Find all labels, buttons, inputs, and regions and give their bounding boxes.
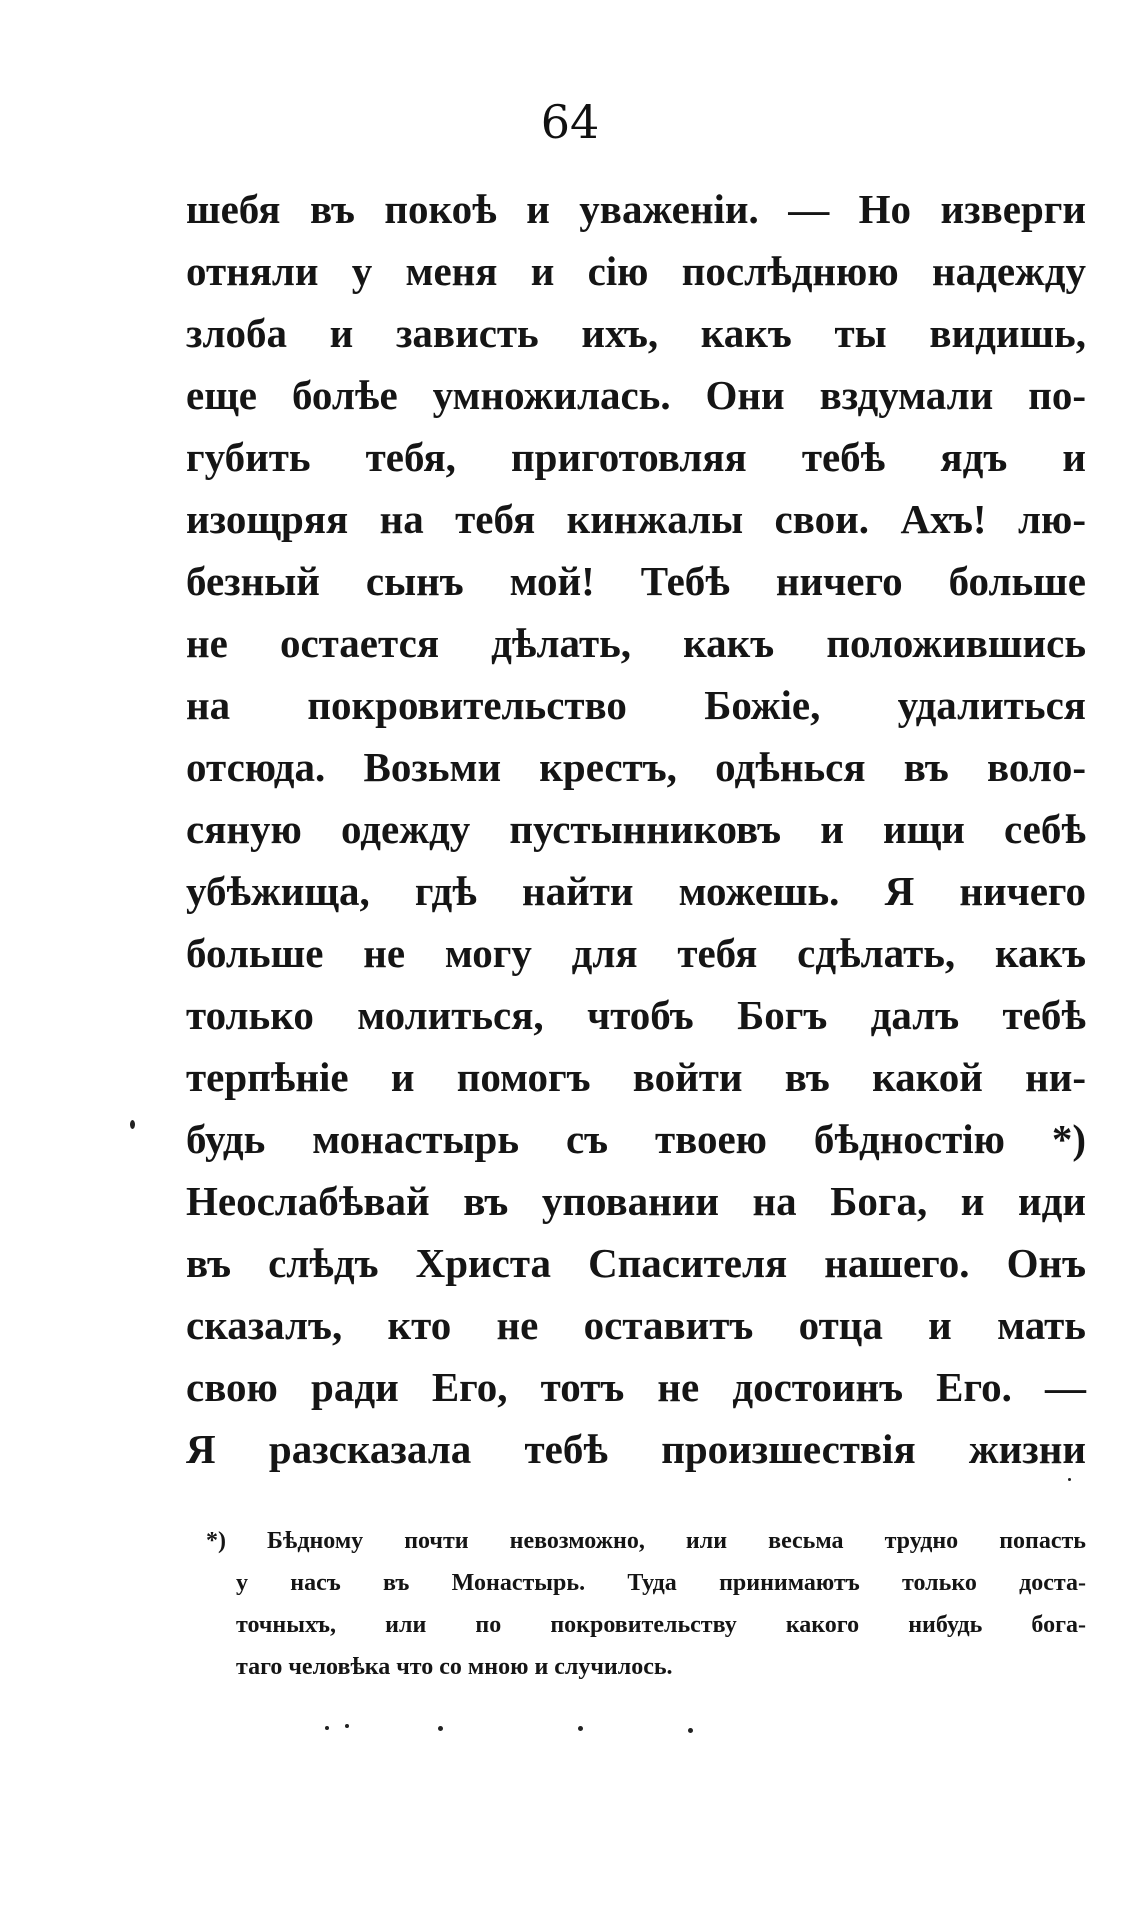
text-line: злоба и зависть ихъ, какъ ты видишь, bbox=[186, 310, 1086, 356]
print-speck bbox=[325, 1726, 329, 1730]
text-line: сяную одежду пустынниковъ и ищи себѣ bbox=[186, 806, 1086, 852]
text-line: изощряя на тебя кинжалы свои. Ахъ! лю- bbox=[186, 496, 1086, 542]
text-line: убѣжища, гдѣ найти можешь. Я ничего bbox=[186, 868, 1086, 914]
text-line: больше не могу для тебя сдѣлать, какъ bbox=[186, 930, 1086, 976]
text-line: отсюда. Возьми крестъ, одѣнься въ воло- bbox=[186, 744, 1086, 790]
text-line: Я разсказала тебѣ произшествія жизни bbox=[186, 1426, 1086, 1472]
text-line: свою ради Его, тотъ не достоинъ Его. — bbox=[186, 1364, 1086, 1410]
text-line: отняли у меня и сію послѣднюю надежду bbox=[186, 248, 1086, 294]
text-line: еще болѣе умножилась. Они вздумали по- bbox=[186, 372, 1086, 418]
footnote-line: *) Бѣдному почти невозможно, или весьма трудно попасть bbox=[206, 1528, 1086, 1554]
text-line: не остается дѣлать, какъ положившись bbox=[186, 620, 1086, 666]
text-line: безный сынъ мой! Тебѣ ничего больше bbox=[186, 558, 1086, 604]
text-line: шебя въ покоѣ и уваженіи. — Но изверги bbox=[186, 186, 1086, 232]
footnote-line: таго человѣка что со мною и случилось. bbox=[236, 1654, 673, 1680]
print-speck bbox=[130, 1120, 135, 1129]
text-line: только молиться, чтобъ Богъ далъ тебѣ bbox=[186, 992, 1086, 1038]
footnote-block bbox=[186, 1520, 1086, 1688]
text-line: терпѣніе и помогъ войти въ какой ни- bbox=[186, 1054, 1086, 1100]
print-speck bbox=[438, 1726, 443, 1731]
print-speck bbox=[345, 1724, 349, 1728]
text-line: сказалъ, кто не оставитъ отца и мать bbox=[186, 1302, 1086, 1348]
text-line: губить тебя, приготовляя тебѣ ядъ и bbox=[186, 434, 1086, 480]
text-line: на покровительство Божіе, удалиться bbox=[186, 682, 1086, 728]
print-speck bbox=[688, 1728, 693, 1733]
text-line: въ слѣдъ Христа Спасителя нашего. Онъ bbox=[186, 1240, 1086, 1286]
footnote-line: у насъ въ Монастырь. Туда принимаютъ только доста- bbox=[236, 1570, 1086, 1596]
page-number: 64 bbox=[540, 95, 600, 149]
main-text-block bbox=[186, 178, 1086, 1480]
footnote-line: точныхъ, или по покровительству какого нибудь бога- bbox=[236, 1612, 1086, 1638]
print-speck bbox=[578, 1726, 583, 1731]
text-line: будь монастырь съ твоею бѣдностію *) bbox=[186, 1116, 1086, 1162]
print-speck bbox=[1068, 1478, 1071, 1481]
text-line: Неослабѣвай въ уповании на Бога, и иди bbox=[186, 1178, 1086, 1224]
